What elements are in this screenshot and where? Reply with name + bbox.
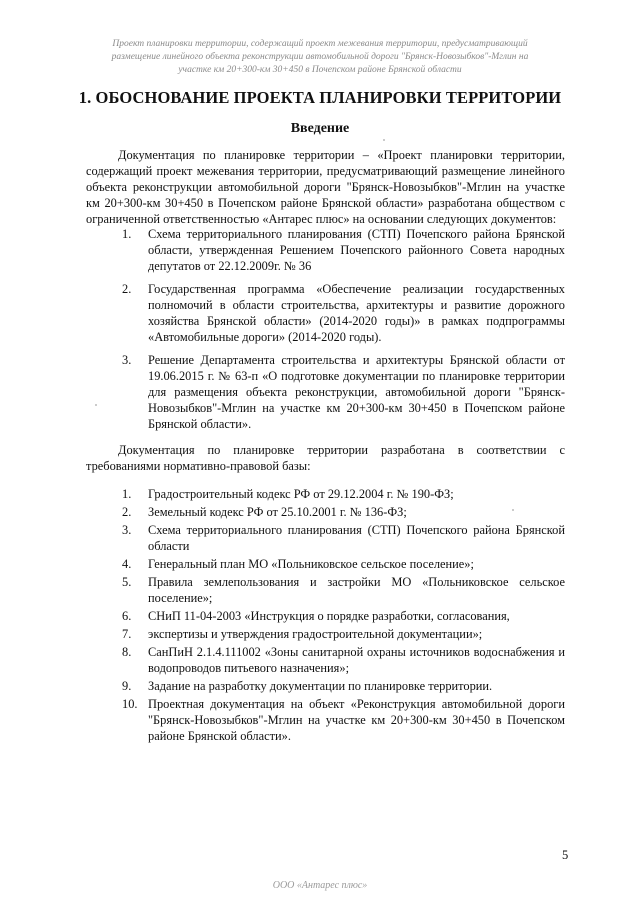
list-item-number: 9. [122,679,132,693]
intro-title: Введение [290,121,350,136]
list-item-number: 3. [122,523,132,537]
list-item-text: Решение Департамента строительства и архитектуры Брянской области от 19.06.2015 г. № 63-п «О подготовке документации по планировке территории для размещения объекта реконструкции, автомобильной дороги "Брянск-Новозыбков"-Мглин на участке км 20+300-км 30+450 в Почепском районе Брянской области». [148,353,565,431]
list-item-text: Правила землепользования и застройки МО «Польниковское сельское поселение»; [148,575,565,605]
list-item [86,486,565,502]
header-line: участке км 20+300-км 30+450 в Почепском районе Брянской области [178,65,462,75]
list-item-number: 4. [122,557,132,571]
list-item [86,608,565,624]
list-item-text: Генеральный план МО «Польниковское сельское поселение»; [148,557,474,571]
list-item [86,281,565,345]
list-item-number: 2. [122,505,132,519]
scan-speck [512,509,514,511]
header-line: размещение линейного объекта реконструкции автомобильной дороги "Брянск-Новозыбков"-Мглин на [111,52,529,62]
scan-speck [95,404,97,406]
basis-documents-list [86,226,565,439]
list-item-text: Земельный кодекс РФ от 25.10.2001 г. № 136-ФЗ; [148,505,407,519]
list-item-number: 7. [122,627,132,641]
list-item [86,626,565,642]
list-item-number: 3. [122,353,132,367]
normative-documents-list [86,486,565,746]
list-item-number: 8. [122,645,132,659]
list-item [86,226,565,274]
list-item [86,696,565,744]
running-footer: ООО «Антарес плюс» [272,880,368,891]
list-item-text: экспертизы и утверждения градостроительной документации»; [148,627,483,641]
list-item-number: 5. [122,575,132,589]
list-item [86,644,565,676]
list-item-text: Государственная программа «Обеспечение реализации государственных полномочий в области строительства, архитектуры и развитие дорожного хозяйства Брянской области» (2014-2020 годы)» в рамках подпрограммы «Автомобильные дороги» (2014-2020 годы). [148,282,565,344]
list-item-text: Задание на разработку документации по планировке территории. [148,679,493,693]
list-item-text: СНиП 11-04-2003 «Инструкция о порядке разработки, согласования, [148,609,510,623]
running-header [70,38,570,77]
list-item-text: СанПиН 2.1.4.111002 «Зоны санитарной охраны источников водоснабжения и водопроводов питьевого назначения»; [148,645,565,675]
list-item-number: 10. [122,697,138,711]
list-item [86,678,565,694]
list-item [86,504,565,520]
list-item [86,556,565,572]
page-number: 5 [562,848,569,862]
section-title: 1. ОБОСНОВАНИЕ ПРОЕКТА ПЛАНИРОВКИ ТЕРРИТОРИИ [78,88,562,107]
list-item [86,352,565,432]
list-item-number: 1. [122,227,132,241]
list-item-text: Проектная документация на объект «Реконструкция автомобильной дороги "Брянск-Новозыбков"-Мглин на участке км 20+300-км 30+450 в Почепском районе Брянской области». [148,697,565,743]
list-item-text: Схема территориального планирования (СТП) Почепского района Брянской области, утвержденная Решением Почепского районного Совета народных депутатов от 22.12.2009г. № 36 [148,227,565,273]
intro-paragraph: Документация по планировке территории – «Проект планировки территории, содержащий проект межевания территории, предусматривающий размещение линейного объекта реконструкции автомобильной дороги "Брянск-Новозыбков"-Мглин на участке км 20+300-км 30+450 в Почепском районе Брянской области» разработана обществом с ограниченной ответственностью «Антарес плюс» на основании следующих документов: [86,148,565,226]
scan-speck [383,139,385,141]
list-item-number: 6. [122,609,132,623]
list-item-number: 1. [122,487,132,501]
list-item [86,522,565,554]
list-item-text: Градостроительный кодекс РФ от 29.12.2004 г. № 190-ФЗ; [148,487,454,501]
list-item-number: 2. [122,282,132,296]
normative-paragraph: Документация по планировке территории разработана в соответствии с требованиями нормативно-правовой базы: [86,443,565,473]
list-item-text: Схема территориального планирования (СТП) Почепского района Брянской области [148,523,565,553]
list-item [86,574,565,606]
header-line: Проект планировки территории, содержащий проект межевания территории, предусматривающий [112,39,528,49]
